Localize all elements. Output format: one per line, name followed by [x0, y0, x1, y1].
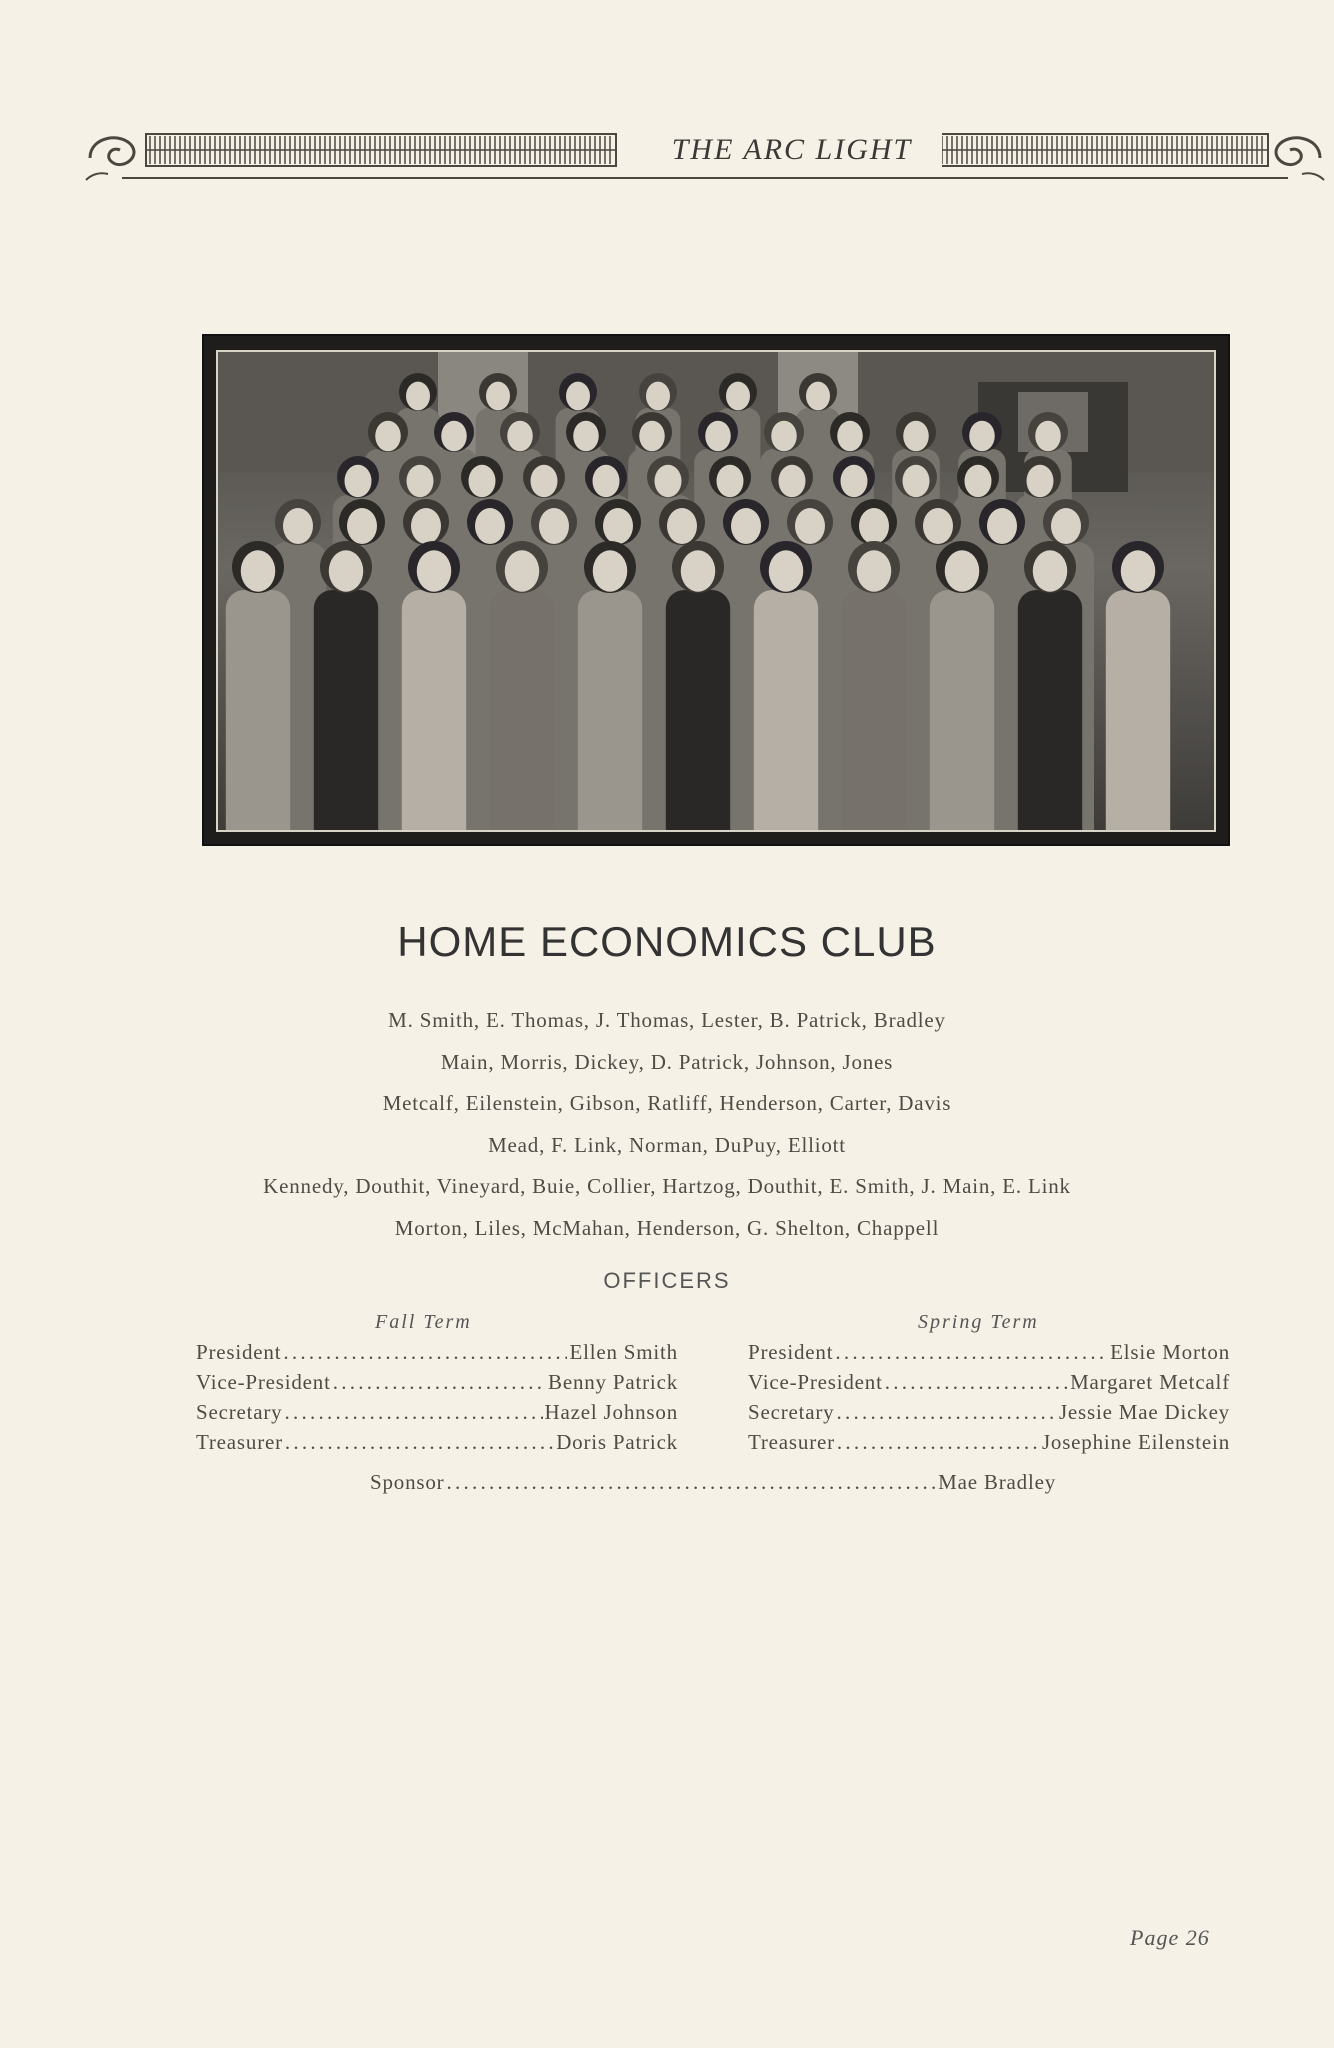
officer-name: Margaret Metcalf	[1070, 1370, 1230, 1394]
officer-name: Benny Patrick	[548, 1370, 678, 1394]
photo-person-face	[1035, 421, 1061, 452]
photo-person-face	[593, 550, 628, 591]
photo-person-face	[475, 508, 505, 544]
officer-role: Secretary	[196, 1400, 283, 1424]
member-line: Mead, F. Link, Norman, DuPuy, Elliott	[488, 1132, 846, 1157]
photo-person-face	[717, 465, 744, 497]
photo-person-face	[726, 382, 750, 411]
officer-role: President	[748, 1340, 834, 1364]
officer-role: Treasurer	[748, 1430, 835, 1454]
photo-person-face	[639, 421, 665, 452]
spring-officers	[748, 1340, 1230, 1460]
photo-person-face	[603, 508, 633, 544]
photo-person-face	[681, 550, 716, 591]
photo-person-body	[578, 590, 642, 830]
officer-role: Vice-President	[748, 1370, 883, 1394]
officer-role: Secretary	[748, 1400, 835, 1424]
photo-person-face	[417, 550, 452, 591]
photo-person-face	[329, 550, 364, 591]
photo-person-body	[226, 590, 290, 830]
leader-dots	[837, 1430, 1040, 1455]
page-number: Page 26	[1130, 1925, 1210, 1950]
photo-person-face	[779, 465, 806, 497]
photo-person-body	[1018, 590, 1082, 830]
photo-person-face	[573, 421, 599, 452]
photo-person-face	[1033, 550, 1068, 591]
group-photo-image	[216, 350, 1216, 832]
leader-dots	[333, 1370, 546, 1395]
photo-person-face	[411, 508, 441, 544]
officer-row	[748, 1340, 1230, 1370]
photo-person-face	[593, 465, 620, 497]
officer-name: Ellen Smith	[569, 1340, 678, 1364]
officer-name: Josephine Eilenstein	[1041, 1430, 1230, 1454]
photo-person-body	[930, 590, 994, 830]
photo-person-face	[841, 465, 868, 497]
leader-dots	[283, 1340, 567, 1365]
photo-person-face	[795, 508, 825, 544]
photo-person-face	[505, 550, 540, 591]
photo-person-face	[1051, 508, 1081, 544]
photo-person-body	[1106, 590, 1170, 830]
sponsor-row	[370, 1470, 1056, 1500]
fall-officers	[196, 1340, 678, 1460]
officer-name: Elsie Morton	[1110, 1340, 1230, 1364]
photo-person-face	[283, 508, 313, 544]
photo-person-face	[539, 508, 569, 544]
photo-person-face	[969, 421, 995, 452]
photo-person-body	[490, 590, 554, 830]
photo-person-body	[842, 590, 906, 830]
member-line: Main, Morris, Dickey, D. Patrick, Johnson, Jones	[440, 1049, 894, 1074]
officers-heading: OFFICERS	[603, 1268, 731, 1293]
officer-row	[196, 1340, 678, 1370]
photo-person-face	[731, 508, 761, 544]
photo-person-face	[1027, 465, 1054, 497]
photo-person-face	[347, 508, 377, 544]
officer-role: President	[196, 1340, 282, 1364]
group-photo	[202, 334, 1230, 846]
photo-person-body	[314, 590, 378, 830]
photo-person-face	[646, 382, 670, 411]
photo-person-face	[469, 465, 496, 497]
leader-dots	[284, 1400, 542, 1425]
officer-name: Doris Patrick	[556, 1430, 678, 1454]
photo-person-face	[486, 382, 510, 411]
officer-row	[748, 1370, 1230, 1400]
photo-person-face	[945, 550, 980, 591]
sponsor-role: Sponsor	[370, 1470, 445, 1494]
photo-person-face	[241, 550, 276, 591]
officer-row	[196, 1430, 678, 1460]
spring-term-heading: Spring Term	[918, 1311, 1039, 1333]
fall-term-heading: Fall Term	[375, 1311, 472, 1333]
photo-person-face	[345, 465, 372, 497]
sponsor-name: Mae Bradley	[938, 1470, 1056, 1494]
photo-person-face	[407, 465, 434, 497]
leader-dots	[885, 1370, 1068, 1395]
officer-row	[748, 1430, 1230, 1460]
member-line: M. Smith, E. Thomas, J. Thomas, Lester, B. Patrick, Bradley	[388, 1008, 946, 1032]
photo-person-face	[507, 421, 533, 452]
photo-person-face	[837, 421, 863, 452]
officer-row	[196, 1370, 678, 1400]
officer-role: Vice-President	[196, 1370, 331, 1394]
photo-person-face	[923, 508, 953, 544]
member-line: Kennedy, Douthit, Vineyard, Buie, Collier, Hartzog, Douthit, E. Smith, J. Main, E. Link	[263, 1174, 1071, 1198]
photo-person-face	[375, 421, 401, 452]
photo-person-face	[406, 382, 430, 411]
photo-person-face	[566, 382, 590, 411]
photo-person-face	[441, 421, 467, 452]
leader-dots	[835, 1340, 1108, 1365]
photo-person-body	[402, 590, 466, 830]
member-line: Metcalf, Eilenstein, Gibson, Ratliff, Henderson, Carter, Davis	[382, 1091, 952, 1115]
photo-person-face	[987, 508, 1017, 544]
photo-person-face	[806, 382, 830, 411]
header-band	[82, 118, 1328, 188]
photo-person-face	[769, 550, 804, 591]
officer-row	[748, 1400, 1230, 1430]
member-line: Morton, Liles, McMahan, Henderson, G. Shelton, Chappell	[394, 1215, 940, 1240]
photo-person-face	[771, 421, 797, 452]
photo-person-face	[1121, 550, 1156, 591]
leader-dots	[836, 1400, 1056, 1425]
photo-person-body	[666, 590, 730, 830]
club-title: HOME ECONOMICS CLUB	[397, 918, 937, 965]
photo-person-face	[857, 550, 892, 591]
officer-name: Hazel Johnson	[544, 1400, 678, 1424]
header-title: THE ARC LIGHT	[642, 130, 942, 170]
photo-person-face	[531, 465, 558, 497]
photo-person-face	[667, 508, 697, 544]
officer-role: Treasurer	[196, 1430, 283, 1454]
photo-person-face	[705, 421, 731, 452]
leader-dots	[446, 1470, 936, 1495]
photo-person-face	[859, 508, 889, 544]
officer-row	[196, 1400, 678, 1430]
photo-person-face	[655, 465, 682, 497]
photo-person-face	[903, 465, 930, 497]
member-list	[0, 1000, 1334, 1249]
photo-person-body	[754, 590, 818, 830]
photo-person-face	[965, 465, 992, 497]
officer-name: Jessie Mae Dickey	[1058, 1400, 1230, 1424]
leader-dots	[285, 1430, 554, 1455]
group-photo-figures	[218, 352, 1214, 830]
photo-person-face	[903, 421, 929, 452]
